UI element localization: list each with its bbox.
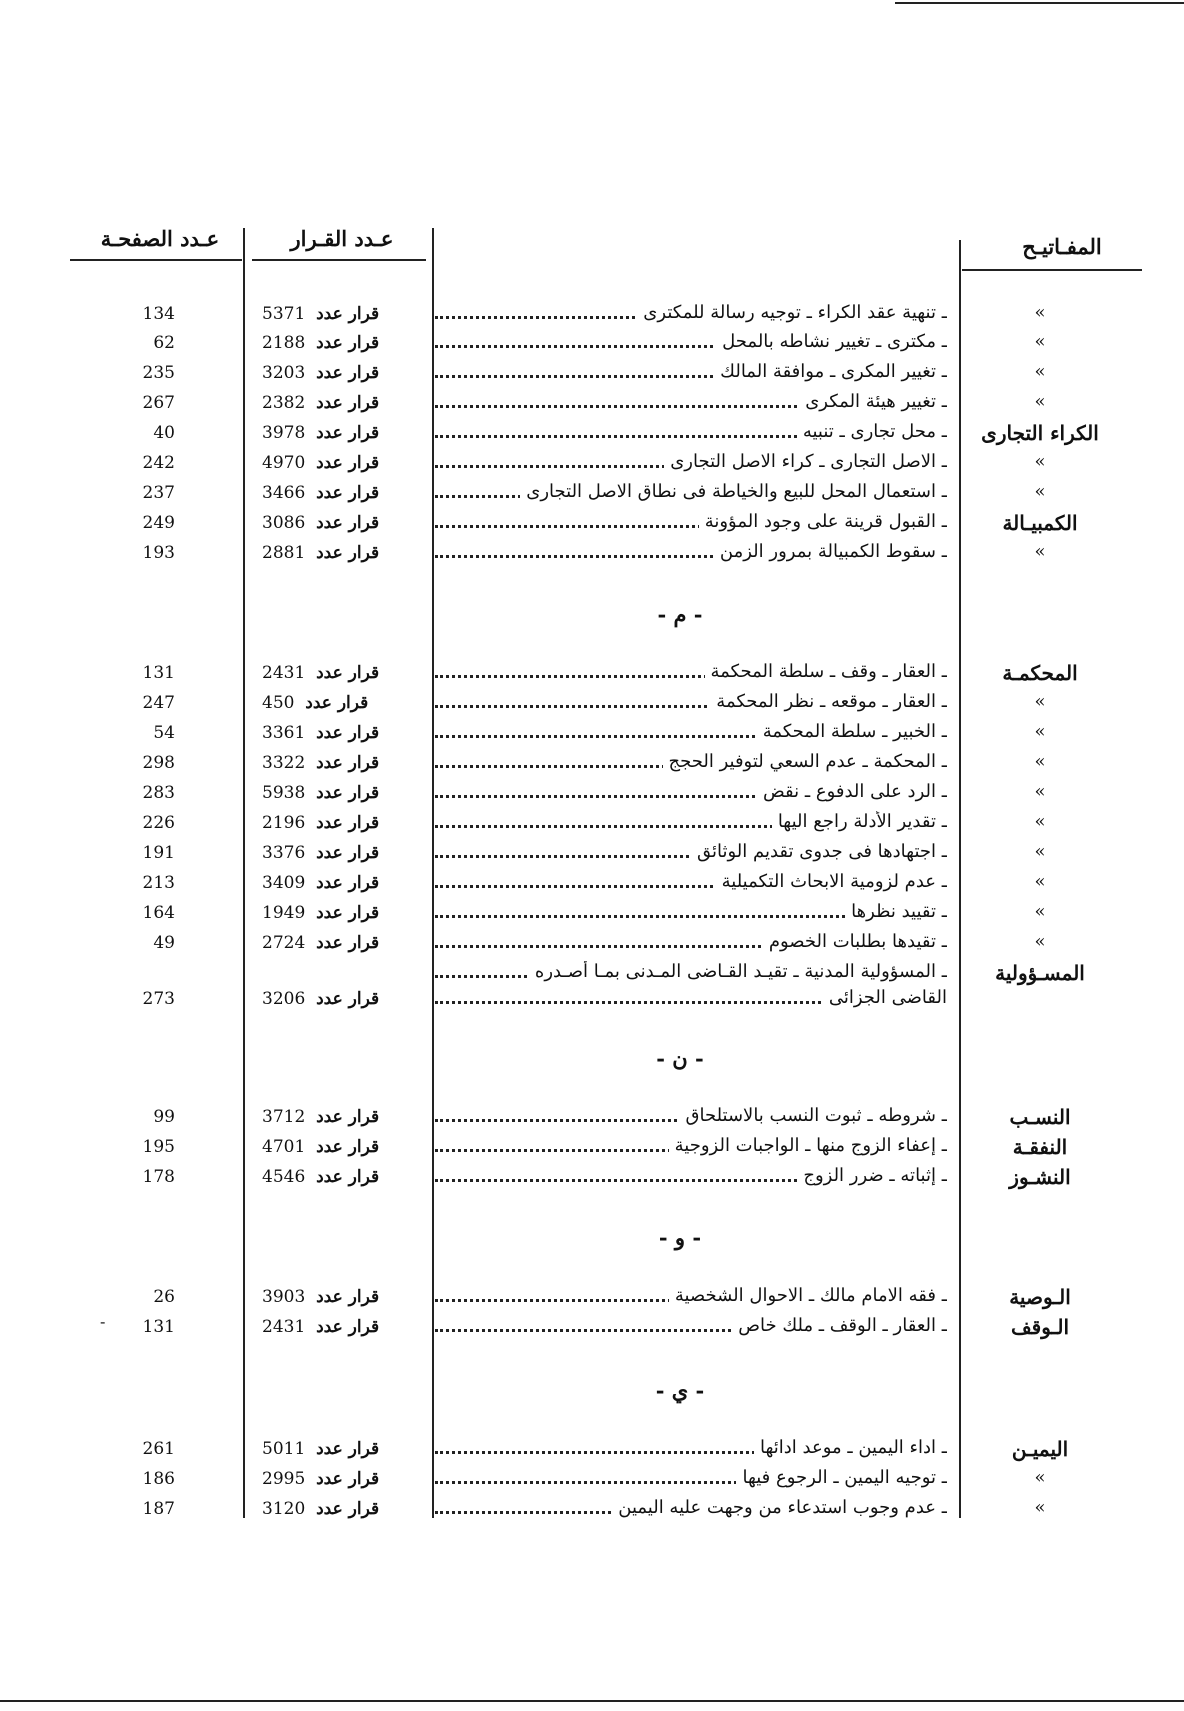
keyword-ditto: » xyxy=(1034,811,1046,832)
keyword-ditto: » xyxy=(1034,331,1046,352)
decision-number xyxy=(262,393,410,413)
entry-description-text: ـ اداء اليمين ـ موعد ادائها xyxy=(754,1437,947,1458)
keyword-ditto: » xyxy=(1034,361,1046,382)
page-number: 195 xyxy=(142,1137,175,1157)
entry-description xyxy=(435,1135,947,1156)
decision-number-value: 3376 xyxy=(262,843,306,863)
decision-label: قرار عدد xyxy=(316,843,380,863)
decision-label: قرار عدد xyxy=(316,753,380,773)
page-number: 49 xyxy=(153,933,175,953)
decision-number-value: 2431 xyxy=(262,663,306,683)
decision-number xyxy=(262,453,410,473)
entry-description-text: ـ تقييد نظرها xyxy=(845,901,947,922)
decision-number xyxy=(262,1439,410,1459)
entry-description xyxy=(435,1437,947,1458)
entry-description xyxy=(435,1467,947,1488)
decision-number-value: 2196 xyxy=(262,813,306,833)
decision-number-value: 450 xyxy=(262,693,295,713)
table-row xyxy=(0,389,1184,419)
entry-description xyxy=(435,871,947,892)
decision-number xyxy=(262,903,410,923)
decision-label: قرار عدد xyxy=(316,783,380,803)
page-number: 187 xyxy=(142,1499,175,1519)
table-row xyxy=(0,809,1184,839)
entry-description-text: ـ محل تجارى ـ تنبيه xyxy=(797,421,947,442)
table-row xyxy=(0,1283,1184,1313)
entry-description-text: ـ مكترى ـ تغيير نشاطه بالمحل xyxy=(716,331,947,352)
page-number: 213 xyxy=(142,873,175,893)
page-number: 26 xyxy=(153,1287,175,1307)
section-letter-ya: - ي - xyxy=(655,1378,705,1403)
keyword-ditto: » xyxy=(1034,451,1046,472)
entry-description-text: ـ العقار ـ الوقف ـ ملك خاص xyxy=(732,1315,947,1336)
top-rule xyxy=(895,2,1184,4)
header-decision-number: عـدد القـرار xyxy=(290,226,394,251)
entry-description-text: ـ تغيير المكرى ـ موافقة المالك xyxy=(714,361,947,382)
entry-description-text: ـ الاصل التجارى ـ كراء الاصل التجارى xyxy=(664,451,947,472)
table-row xyxy=(0,1163,1184,1193)
keyword-ditto: » xyxy=(1034,481,1046,502)
margin-dash: - xyxy=(100,1312,106,1331)
decision-number-value: 3206 xyxy=(262,989,306,1009)
table-row xyxy=(0,1435,1184,1465)
entry-description-text: ـ تنهية عقد الكراء ـ توجيه رسالة للمكترى xyxy=(637,302,947,323)
header-underline-keywords xyxy=(962,269,1142,271)
decision-label: قرار عدد xyxy=(316,1167,380,1187)
table-row xyxy=(0,1313,1184,1343)
entry-description-text: ـ المحكمة ـ عدم السعي لتوفير الحجج xyxy=(663,751,947,772)
table-row xyxy=(0,1495,1184,1525)
table-row xyxy=(0,419,1184,449)
keyword-ditto: » xyxy=(1034,691,1046,712)
page-number: 99 xyxy=(153,1107,175,1127)
decision-label: قرار عدد xyxy=(305,693,369,713)
entry-description xyxy=(435,987,947,1008)
decision-number xyxy=(262,1317,410,1337)
page-number: 186 xyxy=(142,1469,175,1489)
entry-description-text: ـ اجتهادها فى جدوى تقديم الوثائق xyxy=(691,841,947,862)
page-number: 40 xyxy=(153,423,175,443)
page-number: 62 xyxy=(153,333,175,353)
page-number: 191 xyxy=(142,843,175,863)
entry-description-text: ـ توجيه اليمين ـ الرجوع فيها xyxy=(736,1467,947,1488)
decision-label: قرار عدد xyxy=(316,1499,380,1519)
keyword-ditto: » xyxy=(1034,1497,1046,1518)
page-number: 235 xyxy=(142,363,175,383)
entry-description xyxy=(435,661,947,682)
entry-description-text: ـ العقار ـ وقف ـ سلطة المحكمة xyxy=(705,661,948,682)
table-row xyxy=(0,869,1184,899)
keyword: الـوقف xyxy=(1010,1315,1070,1339)
entry-description-text: ـ سقوط الكمبيالة بمرور الزمن xyxy=(714,541,947,562)
decision-number xyxy=(262,1137,410,1157)
header-underline-page xyxy=(70,259,242,261)
entry-description-text: ـ عدم وجوب استدعاء من وجهت عليه اليمين xyxy=(612,1497,947,1518)
page-number: 193 xyxy=(142,543,175,563)
entry-description-text: القاضى الجزائى xyxy=(823,987,947,1008)
entry-description xyxy=(435,1285,947,1306)
entry-description-text: ـ القبول قرينة على وجود المؤونة xyxy=(699,511,947,532)
page-number: 261 xyxy=(142,1439,175,1459)
entry-description xyxy=(435,1497,947,1518)
entry-description xyxy=(435,961,947,982)
decision-number-value: 3120 xyxy=(262,1499,306,1519)
decision-number-value: 3978 xyxy=(262,423,306,443)
entry-description xyxy=(435,811,947,832)
keyword-ditto: » xyxy=(1034,841,1046,862)
decision-label: قرار عدد xyxy=(316,1469,380,1489)
entry-description xyxy=(435,841,947,862)
table-row xyxy=(0,1103,1184,1133)
decision-label: قرار عدد xyxy=(316,1107,380,1127)
page-number: 242 xyxy=(142,453,175,473)
section-letter-meem: - م - xyxy=(657,602,703,627)
decision-number xyxy=(262,333,410,353)
entry-description xyxy=(435,302,947,323)
decision-label: قرار عدد xyxy=(316,393,380,413)
decision-number-value: 2382 xyxy=(262,393,306,413)
entry-description-text: ـ العقار ـ موقعه ـ نظر المحكمة xyxy=(710,691,947,712)
entry-description-text: ـ استعمال المحل للبيع والخياطة فى نطاق الاصل التجارى xyxy=(520,481,947,502)
entry-description-text: ـ المسؤولية المدنية ـ تقيـد القـاضى المـدنى بمـا أصـدره xyxy=(529,961,947,982)
table-row xyxy=(0,659,1184,689)
entry-description xyxy=(435,721,947,742)
entry-description-text: ـ تغيير هيئة المكرى xyxy=(799,391,947,412)
entry-description xyxy=(435,781,947,802)
decision-number-value: 4701 xyxy=(262,1137,306,1157)
keyword: الكمبيـالة xyxy=(1002,511,1078,535)
decision-label: قرار عدد xyxy=(316,423,380,443)
entry-description xyxy=(435,361,947,382)
entry-description xyxy=(435,931,947,952)
header-page-number: عـدد الصفحـة xyxy=(100,226,220,251)
decision-number xyxy=(262,723,410,743)
keyword-ditto: » xyxy=(1034,931,1046,952)
bottom-rule xyxy=(0,1700,1184,1702)
keyword-ditto: » xyxy=(1034,391,1046,412)
table-row xyxy=(0,449,1184,479)
decision-number-value: 3903 xyxy=(262,1287,306,1307)
entry-description xyxy=(435,1315,947,1336)
decision-label: قرار عدد xyxy=(316,1287,380,1307)
page-number: 131 xyxy=(142,663,175,683)
table-row xyxy=(0,929,1184,959)
keyword: الكراء التجارى xyxy=(981,421,1099,445)
decision-number-value: 4970 xyxy=(262,453,306,473)
decision-label: قرار عدد xyxy=(316,813,380,833)
decision-number-value: 2431 xyxy=(262,1317,306,1337)
table-row xyxy=(0,539,1184,569)
page-number: 249 xyxy=(142,513,175,533)
entry-description xyxy=(435,691,947,712)
decision-number-value: 3712 xyxy=(262,1107,306,1127)
decision-label: قرار عدد xyxy=(316,363,380,383)
decision-label: قرار عدد xyxy=(316,483,380,503)
page-number: 283 xyxy=(142,783,175,803)
entry-description xyxy=(435,1105,947,1126)
decision-number xyxy=(262,1469,410,1489)
entry-description xyxy=(435,1165,947,1186)
keyword-ditto: » xyxy=(1034,721,1046,742)
decision-number-value: 2724 xyxy=(262,933,306,953)
keyword-ditto: » xyxy=(1034,302,1046,323)
table-row xyxy=(0,359,1184,389)
entry-description xyxy=(435,901,947,922)
table-row xyxy=(0,509,1184,539)
table-row xyxy=(0,719,1184,749)
decision-number xyxy=(262,783,410,803)
decision-number-value: 3203 xyxy=(262,363,306,383)
keyword-ditto: » xyxy=(1034,901,1046,922)
entry-description xyxy=(435,541,947,562)
decision-number xyxy=(262,753,410,773)
table-row xyxy=(0,985,1184,1015)
table-row xyxy=(0,749,1184,779)
decision-label: قرار عدد xyxy=(316,723,380,743)
section-letter-noon: - ن - xyxy=(656,1046,704,1071)
decision-label: قرار عدد xyxy=(316,1317,380,1337)
decision-number-value: 5938 xyxy=(262,783,306,803)
decision-label: قرار عدد xyxy=(316,873,380,893)
keyword-ditto: » xyxy=(1034,781,1046,802)
page-number: 273 xyxy=(142,989,175,1009)
page-number: 131 xyxy=(142,1317,175,1337)
keyword: النسـب xyxy=(1009,1105,1071,1129)
section-letter-waw: - و - xyxy=(658,1225,702,1250)
decision-number-value: 4546 xyxy=(262,1167,306,1187)
keyword: الـوصية xyxy=(1009,1285,1071,1309)
decision-number-value: 3466 xyxy=(262,483,306,503)
decision-number xyxy=(262,483,410,503)
decision-number xyxy=(262,933,410,953)
table-row xyxy=(0,1133,1184,1163)
decision-number xyxy=(262,304,410,324)
decision-label: قرار عدد xyxy=(316,333,380,353)
decision-number-value: 2881 xyxy=(262,543,306,563)
decision-label: قرار عدد xyxy=(316,933,380,953)
keyword: اليميـن xyxy=(1011,1437,1069,1461)
decision-number xyxy=(262,1499,410,1519)
keyword: النفقـة xyxy=(1012,1135,1068,1159)
decision-number xyxy=(262,873,410,893)
page-number: 247 xyxy=(142,693,175,713)
decision-label: قرار عدد xyxy=(316,989,380,1009)
decision-number xyxy=(262,513,410,533)
entry-description-text: ـ إثباته ـ ضرر الزوج xyxy=(797,1165,947,1186)
page-number: 178 xyxy=(142,1167,175,1187)
decision-number-value: 2995 xyxy=(262,1469,306,1489)
decision-number-value: 1949 xyxy=(262,903,306,923)
decision-number-value: 3322 xyxy=(262,753,306,773)
decision-number xyxy=(262,543,410,563)
header-underline-decision xyxy=(252,259,426,261)
entry-description-text: ـ عدم لزومية الابحاث التكميلية xyxy=(716,871,947,892)
decision-number-value: 5011 xyxy=(262,1439,306,1459)
decision-label: قرار عدد xyxy=(316,304,380,324)
entry-description-text: ـ شروطه ـ ثبوت النسب بالاستلحاق xyxy=(680,1105,947,1126)
keyword-ditto: » xyxy=(1034,541,1046,562)
entry-description xyxy=(435,511,947,532)
decision-number-value: 3361 xyxy=(262,723,306,743)
keyword: المسـؤولية xyxy=(995,961,1085,985)
keyword-ditto: » xyxy=(1034,751,1046,772)
decision-number xyxy=(262,693,410,713)
decision-number-value: 3409 xyxy=(262,873,306,893)
page-number: 298 xyxy=(142,753,175,773)
keyword-ditto: » xyxy=(1034,1467,1046,1488)
page-number: 237 xyxy=(142,483,175,503)
page-number: 134 xyxy=(142,304,175,324)
page-number: 267 xyxy=(142,393,175,413)
decision-number xyxy=(262,989,410,1009)
page-number: 226 xyxy=(142,813,175,833)
decision-number-value: 3086 xyxy=(262,513,306,533)
entry-description-text: ـ إعفاء الزوج منها ـ الواجبات الزوجية xyxy=(669,1135,947,1156)
table-row xyxy=(0,839,1184,869)
decision-label: قرار عدد xyxy=(316,663,380,683)
decision-number xyxy=(262,1107,410,1127)
decision-label: قرار عدد xyxy=(316,513,380,533)
decision-number-value: 2188 xyxy=(262,333,306,353)
entry-description-text: ـ تقيدها بطلبات الخصوم xyxy=(763,931,947,952)
entry-description xyxy=(435,391,947,412)
entry-description xyxy=(435,331,947,352)
table-row xyxy=(0,779,1184,809)
table-row xyxy=(0,899,1184,929)
decision-number xyxy=(262,1287,410,1307)
decision-label: قرار عدد xyxy=(316,1439,380,1459)
entry-description xyxy=(435,451,947,472)
table-row xyxy=(0,479,1184,509)
entry-description-text: ـ تقدير الأدلة راجع اليها xyxy=(772,811,947,832)
decision-number xyxy=(262,1167,410,1187)
page-number: 164 xyxy=(142,903,175,923)
page-number: 54 xyxy=(153,723,175,743)
table-row xyxy=(0,329,1184,359)
keyword: المحكمـة xyxy=(1002,661,1078,685)
keyword: النشـوز xyxy=(1009,1165,1071,1189)
decision-number-value: 5371 xyxy=(262,304,306,324)
decision-number xyxy=(262,663,410,683)
decision-number xyxy=(262,843,410,863)
decision-number xyxy=(262,813,410,833)
keyword-ditto: » xyxy=(1034,871,1046,892)
entry-description xyxy=(435,481,947,502)
table-row xyxy=(0,1465,1184,1495)
entry-description-text: ـ الرد على الدفوع ـ نقض xyxy=(757,781,947,802)
entry-description xyxy=(435,751,947,772)
table-row xyxy=(0,300,1184,330)
decision-label: قرار عدد xyxy=(316,543,380,563)
header-keywords: المفـاتيـح xyxy=(1022,234,1102,259)
decision-number xyxy=(262,423,410,443)
decision-number xyxy=(262,363,410,383)
entry-description-text: ـ فقه الامام مالك ـ الاحوال الشخصية xyxy=(669,1285,947,1306)
decision-label: قرار عدد xyxy=(316,1137,380,1157)
entry-description xyxy=(435,421,947,442)
entry-description-text: ـ الخبير ـ سلطة المحكمة xyxy=(757,721,947,742)
table-row xyxy=(0,689,1184,719)
decision-label: قرار عدد xyxy=(316,453,380,473)
decision-label: قرار عدد xyxy=(316,903,380,923)
